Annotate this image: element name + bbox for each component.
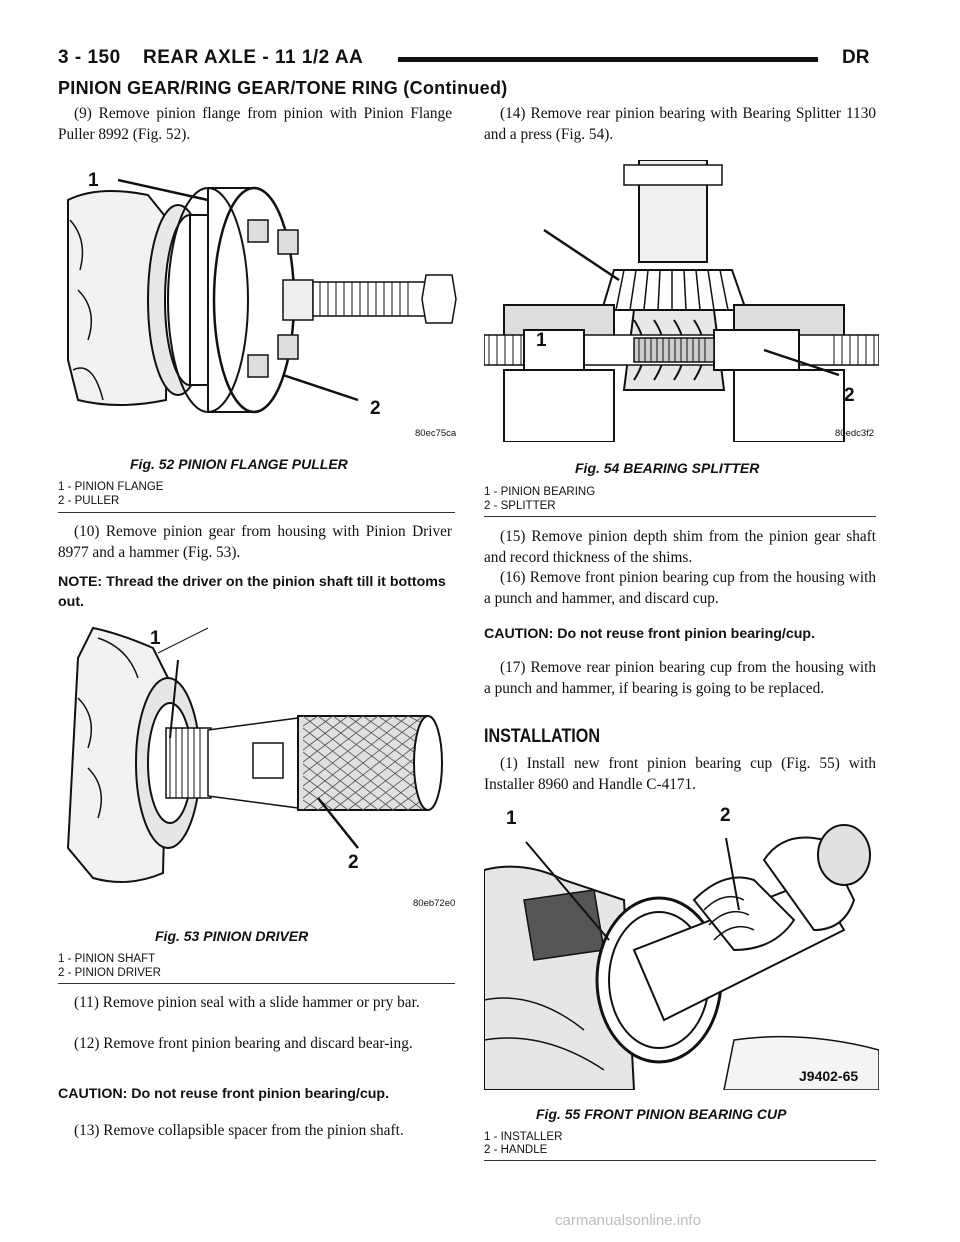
figure-55-legend-2: 2 - HANDLE [484, 1144, 548, 1156]
caution-right: CAUTION: Do not reuse front pinion bearing/cup. [484, 626, 816, 642]
figure-55-rule [484, 1160, 876, 1161]
section-title: PINION GEAR/RING GEAR/TONE RING (Continued) [58, 78, 508, 98]
figure-53-legend-1: 1 - PINION SHAFT [58, 953, 156, 965]
caution-left: CAUTION: Do not reuse front pinion bearing/cup. [58, 1086, 390, 1102]
figure-53-rule [58, 983, 455, 984]
step-14: (14) Remove rear pinion bearing with Bearing Splitter 1130 and a press (Fig. 54). [484, 105, 876, 143]
figure-54-legend-2: 2 - SPLITTER [484, 500, 556, 512]
watermark: carmanualsonline.info [555, 1212, 701, 1229]
callout-2: 2 [348, 852, 359, 873]
figure-52-legend-2: 2 - PULLER [58, 495, 120, 507]
figure-54-legend-1: 1 - PINION BEARING [484, 486, 596, 498]
installation-heading: INSTALLATION [484, 726, 601, 747]
figure-53-illustration [58, 618, 458, 913]
bearing-splitter-drawing [484, 160, 879, 442]
figure-53-legend-2: 2 - PINION DRIVER [58, 967, 161, 979]
step-11: (11) Remove pinion seal with a slide hammer or pry bar. [74, 994, 420, 1011]
figure-55-legend-1: 1 - INSTALLER [484, 1131, 563, 1143]
figure-53-caption: Fig. 53 PINION DRIVER [155, 928, 309, 944]
figure-54-illustration [484, 160, 879, 442]
header-rule [398, 57, 818, 62]
figure-code: J9402-65 [799, 1068, 859, 1084]
figure-54-caption: Fig. 54 BEARING SPLITTER [575, 460, 760, 476]
figure-52-legend-1: 1 - PINION FLANGE [58, 481, 164, 493]
figure-code: 80ec75ca [415, 428, 457, 439]
step-12: (12) Remove front pinion bearing and discard bear-ing. [74, 1035, 413, 1052]
bearing-cup-install-drawing [484, 800, 879, 1090]
step-9: (9) Remove pinion flange from pinion with Pinion Flange Puller 8992 (Fig. 52). [58, 105, 452, 143]
step-16: (16) Remove front pinion bearing cup from the housing with a punch and hammer, and discard cup. [484, 569, 876, 607]
model-code: DR [842, 47, 870, 68]
callout-1: 1 [536, 330, 547, 351]
pinion-driver-drawing [58, 618, 458, 913]
figure-55-illustration [484, 800, 879, 1090]
chapter-title: REAR AXLE - 11 1/2 AA [143, 47, 364, 68]
figure-52-rule [58, 512, 455, 513]
figure-52-caption: Fig. 52 PINION FLANGE PULLER [130, 456, 348, 472]
callout-1: 1 [88, 170, 99, 191]
callout-1: 1 [506, 808, 517, 829]
page-number: 3 - 150 [58, 47, 121, 68]
callout-1: 1 [150, 628, 161, 649]
callout-2: 2 [720, 805, 731, 826]
figure-55-caption: Fig. 55 FRONT PINION BEARING CUP [536, 1106, 787, 1122]
figure-code: 80eb72e0 [413, 898, 456, 909]
flange-puller-drawing [58, 160, 458, 442]
note-thread-driver: NOTE: Thread the driver on the pinion shaft till it bottoms out. [58, 574, 446, 610]
step-17: (17) Remove rear pinion bearing cup from the housing with a punch and hammer, if bearing is going to be replaced. [484, 659, 876, 697]
step-13: (13) Remove collapsible spacer from the pinion shaft. [74, 1122, 404, 1139]
step-10: (10) Remove pinion gear from housing with Pinion Driver 8977 and a hammer (Fig. 53). [58, 523, 452, 561]
callout-2: 2 [370, 398, 381, 419]
figure-54-rule [484, 516, 876, 517]
callout-2: 2 [844, 385, 855, 406]
install-step-1: (1) Install new front pinion bearing cup (Fig. 55) with Installer 8960 and Handle C-4171. [484, 755, 876, 793]
step-15: (15) Remove pinion depth shim from the pinion gear shaft and record thickness of the shims. [484, 528, 876, 566]
figure-code: 80edc3f2 [835, 428, 875, 439]
figure-52-illustration [58, 160, 458, 442]
